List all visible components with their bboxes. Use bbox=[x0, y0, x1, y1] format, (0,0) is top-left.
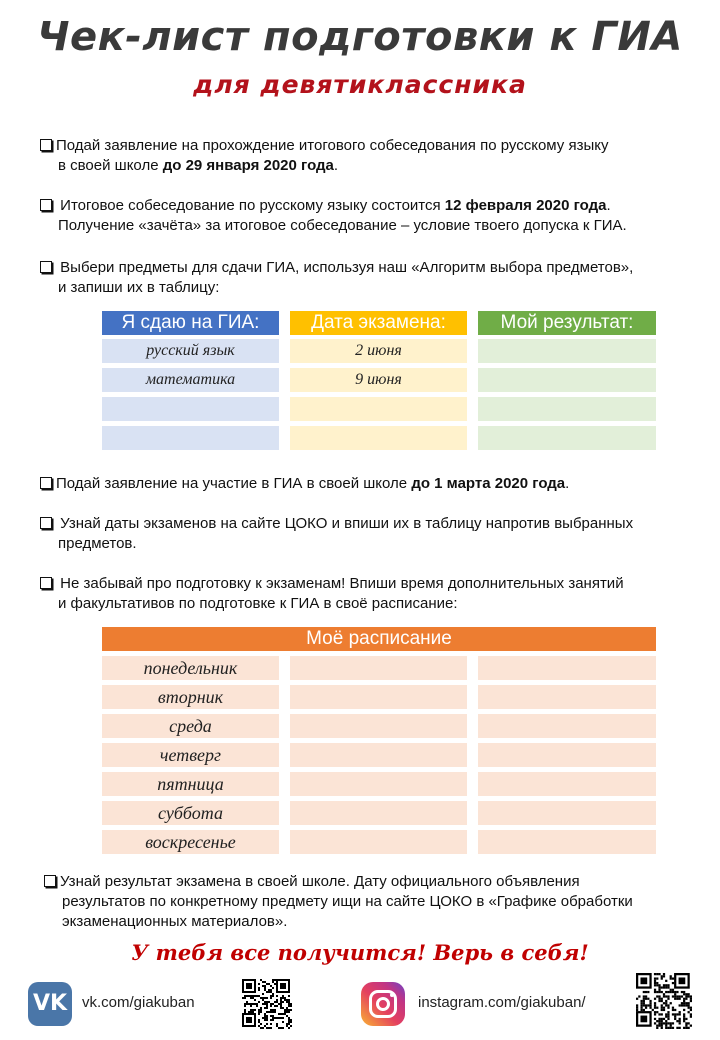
schedule-day-label: понедельник bbox=[102, 656, 279, 680]
schedule-time-cell[interactable] bbox=[478, 656, 656, 680]
checkbox-icon[interactable] bbox=[40, 517, 52, 529]
checklist-item: Узнай даты экзаменов на сайте ЦОКО и впиши их в таблицу напротив выбранных предметов. bbox=[40, 514, 633, 554]
instagram-icon[interactable] bbox=[361, 982, 405, 1026]
checklist-item: Выбери предметы для сдачи ГИА, используя наш «Алгоритм выбора предметов», и запиши их в таблицу: bbox=[40, 258, 633, 298]
checkbox-icon[interactable] bbox=[44, 875, 56, 887]
schedule-day-label: пятница bbox=[102, 772, 279, 796]
schedule-time-cell[interactable] bbox=[290, 656, 467, 680]
schedule-header: Моё расписание bbox=[102, 627, 656, 651]
schedule-time-cell[interactable] bbox=[290, 772, 467, 796]
schedule-day-label: среда bbox=[102, 714, 279, 738]
exam-subject-cell[interactable] bbox=[102, 426, 279, 450]
schedule-time-cell[interactable] bbox=[478, 830, 656, 854]
schedule-time-cell[interactable] bbox=[290, 830, 467, 854]
exam-date-cell[interactable]: 2 июня bbox=[290, 339, 467, 363]
checklist-item: Узнай результат экзамена в своей школе. Дату официального объявления результатов по конкретному предмету ищи на сайте ЦОКО в «Графике обработки экзаменационных материалов». bbox=[44, 872, 633, 932]
schedule-time-cell[interactable] bbox=[478, 685, 656, 709]
checkbox-icon[interactable] bbox=[40, 139, 52, 151]
exam-result-cell[interactable] bbox=[478, 368, 656, 392]
exam-result-cell[interactable] bbox=[478, 426, 656, 450]
exam-subject-cell[interactable] bbox=[102, 397, 279, 421]
motto: У тебя все получится! Верь в себя! bbox=[131, 940, 589, 965]
schedule-time-cell[interactable] bbox=[290, 685, 467, 709]
exam-table-header-subject: Я сдаю на ГИА: bbox=[102, 311, 279, 335]
schedule-time-cell[interactable] bbox=[290, 743, 467, 767]
vk-link[interactable]: vk.com/giakuban bbox=[82, 994, 195, 1011]
page-title: Чек-лист подготовки к ГИА bbox=[37, 14, 683, 60]
schedule-day-label: суббота bbox=[102, 801, 279, 825]
exam-result-cell[interactable] bbox=[478, 339, 656, 363]
schedule-day-label: четверг bbox=[102, 743, 279, 767]
exam-table-header-date: Дата экзамена: bbox=[290, 311, 467, 335]
instagram-link[interactable]: instagram.com/giakuban/ bbox=[418, 994, 586, 1011]
schedule-time-cell[interactable] bbox=[478, 743, 656, 767]
checkbox-icon[interactable] bbox=[40, 477, 52, 489]
qr-code-icon bbox=[636, 973, 692, 1029]
checklist-item: Итоговое собеседование по русскому языку состоится 12 февраля 2020 года. Получение «зачёта» за итоговое собеседование – условие твоего допуска к ГИА. bbox=[40, 196, 627, 236]
exam-result-cell[interactable] bbox=[478, 397, 656, 421]
schedule-time-cell[interactable] bbox=[478, 772, 656, 796]
page-subtitle: для девятиклассника bbox=[193, 70, 527, 99]
checkbox-icon[interactable] bbox=[40, 261, 52, 273]
schedule-time-cell[interactable] bbox=[290, 801, 467, 825]
schedule-day-label: воскресенье bbox=[102, 830, 279, 854]
exam-date-cell[interactable]: 9 июня bbox=[290, 368, 467, 392]
checklist-item: Подай заявление на прохождение итогового собеседования по русскому языку в своей школе до 29 января 2020 года. bbox=[40, 136, 608, 176]
schedule-time-cell[interactable] bbox=[478, 801, 656, 825]
exam-table-header-result: Мой результат: bbox=[478, 311, 656, 335]
exam-date-cell[interactable] bbox=[290, 426, 467, 450]
checkbox-icon[interactable] bbox=[40, 199, 52, 211]
exam-subject-cell[interactable]: математика bbox=[102, 368, 279, 392]
checklist-item: Не забывай про подготовку к экзаменам! Впиши время дополнительных занятий и факультативов по подготовке к ГИА в своё расписание: bbox=[40, 574, 624, 614]
exam-subject-cell[interactable]: русский язык bbox=[102, 339, 279, 363]
schedule-time-cell[interactable] bbox=[478, 714, 656, 738]
schedule-day-label: вторник bbox=[102, 685, 279, 709]
qr-code-icon bbox=[242, 979, 292, 1029]
vk-icon[interactable]: VK bbox=[28, 982, 72, 1026]
exam-date-cell[interactable] bbox=[290, 397, 467, 421]
checklist-item: Подай заявление на участие в ГИА в своей школе до 1 марта 2020 года. bbox=[40, 474, 569, 494]
checkbox-icon[interactable] bbox=[40, 577, 52, 589]
schedule-time-cell[interactable] bbox=[290, 714, 467, 738]
